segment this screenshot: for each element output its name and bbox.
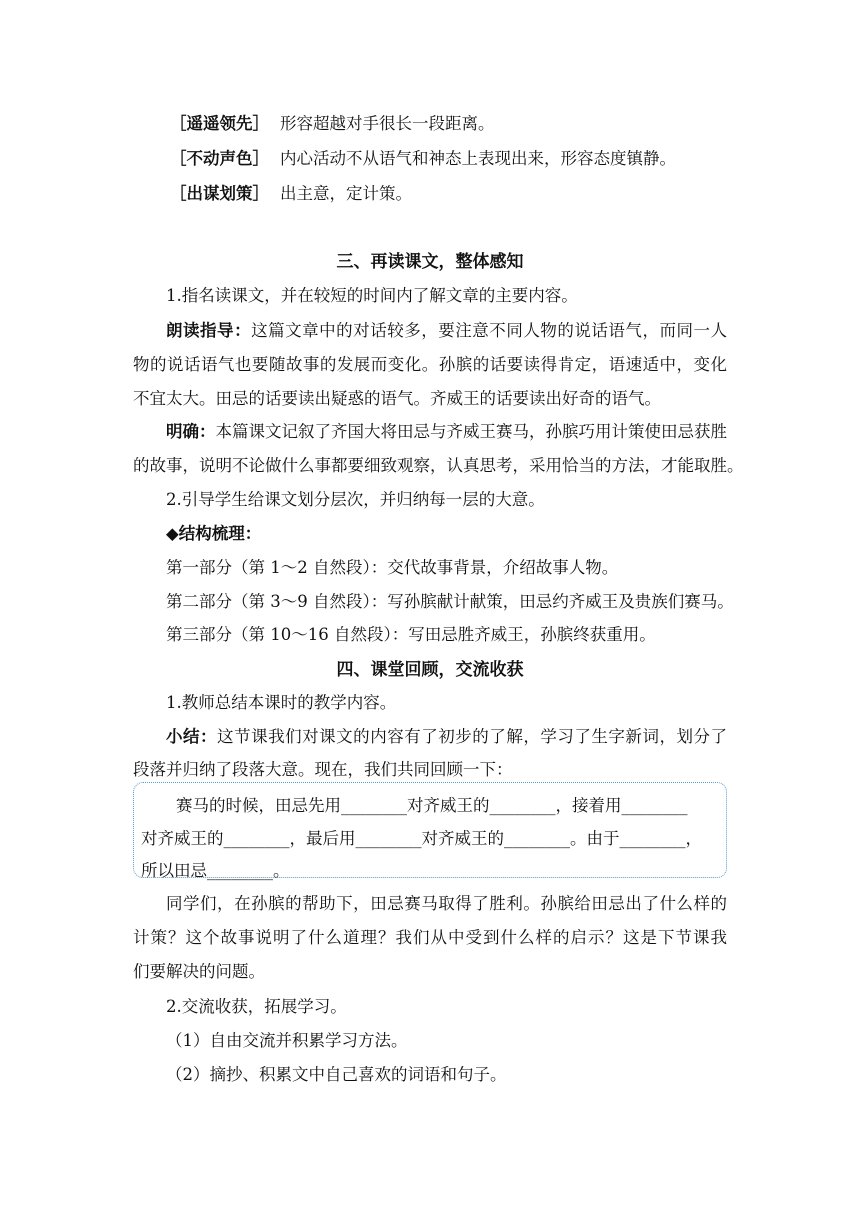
reading-guide-line: 朗读指导：这篇文章中的对话较多，要注意不同人物的说话语气，而同一人 [166, 321, 727, 340]
answer-line: 明确：本篇课文记叙了齐国大将田忌与齐威王赛马，孙膑巧用计策使田忌获胜 [166, 422, 727, 441]
fill-in-line: 赛马的时候，田忌先用________对齐威王的________，接着用________ [176, 796, 688, 815]
fill-in-line: 对齐威王的________，最后用________对齐威王的________。由于________， [141, 829, 702, 848]
summary-line: 段落并归纳了段落大意。现在，我们共同回顾一下： [133, 760, 513, 779]
paragraph-line: 们要解决的问题。 [133, 962, 265, 981]
term-definition: 出主意，定计策。 [280, 184, 412, 203]
term-row [170, 110, 495, 134]
fill-in-line: 所以田忌________。 [141, 861, 290, 880]
paragraph-line: 同学们，在孙膑的帮助下，田忌赛马取得了胜利。孙膑给田忌出了什么样的 [166, 894, 727, 913]
item-text: 2.交流收获，拓展学习。 [166, 997, 347, 1016]
summary-label: 小结： [166, 727, 218, 746]
structure-part: 第二部分（第 3～9 自然段）：写孙膑献计献策，田忌约齐威王及贵族们赛马。 [166, 592, 734, 611]
item-text: 2.引导学生给课文划分层次，并归纳每一层的大意。 [166, 490, 545, 509]
structure-part: 第一部分（第 1～2 自然段）：交代故事背景，介绍故事人物。 [166, 558, 619, 577]
term-name: ［出谋划策］ [170, 184, 269, 203]
term-row [170, 145, 676, 169]
reading-guide-line: 物的说话语气也要随故事的发展而变化。孙膑的话要读得肯定，语速适中，变化 [133, 355, 727, 374]
structure-part: 第三部分（第 10～16 自然段）：写田忌胜齐威王，孙膑终获重用。 [166, 625, 656, 644]
term-definition: 形容超越对手很长一段距离。 [280, 114, 495, 133]
section-heading: 四、课堂回顾，交流收获 [336, 660, 524, 680]
reading-guide-label: 朗读指导： [166, 321, 252, 340]
sub-item: （2）摘抄、积累文中自己喜欢的词语和句子。 [166, 1065, 507, 1084]
paragraph-line: 计策？这个故事说明了什么道理？我们从中受到什么样的启示？这是下节课我 [133, 928, 727, 947]
item-text: 1.指名读课文，并在较短的时间内了解文章的主要内容。 [166, 286, 578, 305]
answer-line: 的故事，说明不论做什么事都要细致观察，认真思考，采用恰当的方法，才能取胜。 [133, 456, 744, 475]
structure-label: ◆结构梳理： [166, 524, 262, 543]
summary-line: 小结：这节课我们对课文的内容有了初步的了解，学习了生字新词，划分了 [166, 727, 727, 746]
reading-guide-line: 不宜太大。田忌的话要读出疑惑的语气。齐威王的话要读出好奇的语气。 [133, 389, 661, 408]
sub-item: （1）自由交流并积累学习方法。 [166, 1031, 408, 1050]
term-name: ［遥遥领先］ [170, 114, 269, 133]
term-row [170, 180, 412, 204]
term-definition: 内心活动不从语气和神态上表现出来，形容态度镇静。 [280, 149, 676, 168]
answer-label: 明确： [166, 422, 216, 441]
item-text: 1.教师总结本课时的教学内容。 [166, 693, 397, 712]
term-name: ［不动声色］ [170, 149, 269, 168]
section-heading: 三、再读课文，整体感知 [336, 252, 524, 272]
